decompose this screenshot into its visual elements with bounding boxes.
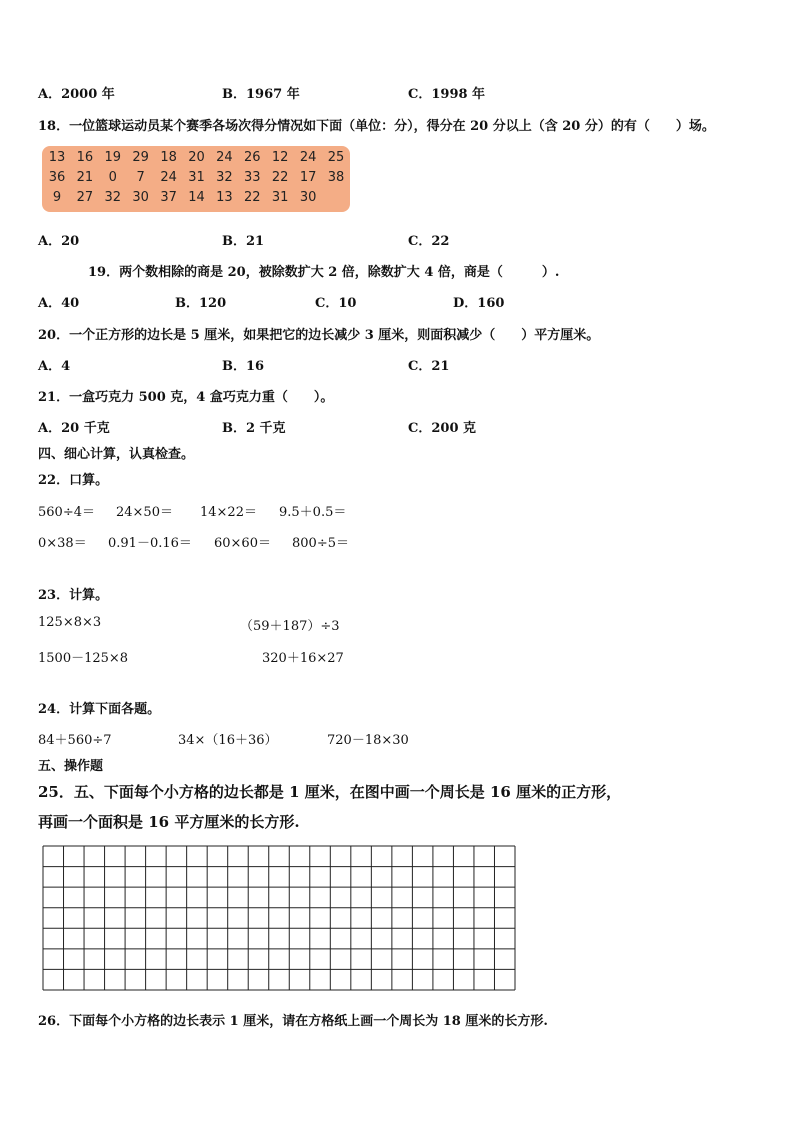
q23-item: 1500－125×8 [38,651,129,666]
score-cell: 17 [299,170,317,185]
q23-item: （59＋187）÷3 [240,619,340,634]
score-row-3 [42,188,350,208]
score-cell: 24 [299,150,317,165]
q19-option-a[interactable]: A．40 [38,296,80,311]
q20-option-c[interactable]: C．21 [408,359,450,374]
score-cell: 16 [76,150,94,165]
q23-item: 320＋16×27 [262,651,344,666]
q22-item: 0.91－0.16＝ [108,536,192,551]
q21-option-b[interactable]: B．2 千克 [222,421,286,436]
q18-option-b[interactable]: B．21 [222,234,265,249]
q22-item: 24×50＝ [116,505,173,520]
q20-option-a[interactable]: A．4 [38,359,71,374]
score-cell: 36 [48,170,66,185]
score-cell: 13 [48,150,66,165]
score-cell: 29 [132,150,149,165]
q22-item: 9.5＋0.5＝ [279,505,347,520]
score-cell: 21 [76,170,94,185]
q19-option-c[interactable]: C．10 [315,296,357,311]
score-cell: 32 [216,170,233,185]
score-cell: 12 [271,150,289,165]
score-cell: 27 [76,190,94,205]
score-cell: 9 [52,190,62,205]
score-cell: 19 [104,150,122,165]
q18-option-a[interactable]: A．20 [38,234,80,249]
q21-question: 21．一盒巧克力 500 克，4 盒巧克力重（ ）。 [38,390,334,405]
q20-question: 20．一个正方形的边长是 5 厘米，如果把它的边长减少 3 厘米，则面积减少（ ）平方厘米。 [38,328,600,343]
q24-item: 84＋560÷7 [38,733,112,748]
q22-item: 560÷4＝ [38,505,95,520]
score-cell: 20 [188,150,205,165]
q22-item: 0×38＝ [38,536,87,551]
score-row-2 [42,168,350,188]
square-grid-paper[interactable] [42,845,516,991]
q22-item: 60×60＝ [214,536,271,551]
q19-option-b[interactable]: B．120 [175,296,227,311]
section-five-heading: 五、操作题 [38,759,104,774]
score-cell: 14 [188,190,205,205]
q18-option-c[interactable]: C．22 [408,234,450,249]
score-cell: 31 [188,170,205,185]
q24-item: 720－18×30 [327,733,409,748]
score-cell: 30 [299,190,317,205]
score-cell: 18 [160,150,177,165]
score-cell: 31 [271,190,289,205]
q21-option-a[interactable]: A．20 千克 [38,421,110,436]
q25-question-line2: 再画一个面积是 16 平方厘米的长方形. [38,813,300,831]
q19-question: 19．两个数相除的商是 20，被除数扩大 2 倍，除数扩大 4 倍，商是（ ）. [88,265,560,280]
q26-question: 26．下面每个小方格的边长表示 1 厘米，请在方格纸上画一个周长为 18 厘米的长方形. [38,1014,548,1029]
score-cell: 30 [132,190,149,205]
score-cell: 37 [160,190,177,205]
q25-question-line1: 25．五、下面每个小方格的边长都是 1 厘米，在图中画一个周长是 16 厘米的正方形， [38,783,622,801]
q18-question: 18．一位篮球运动员某个赛季各场次得分情况如下面（单位：分），得分在 20 分以上（含 20 分）的有（ ）场。 [38,119,715,134]
score-row-1 [42,148,350,168]
q24-question: 24．计算下面各题。 [38,702,161,717]
q17-option-b[interactable]: B．1967 年 [222,87,300,102]
q17-option-c[interactable]: C．1998 年 [408,87,486,102]
q23-question: 23．计算。 [38,588,109,603]
q19-option-d[interactable]: D．160 [453,296,505,311]
q24-item: 34×（16＋36） [178,733,278,748]
score-cell: 33 [244,170,261,185]
score-table [42,146,350,212]
score-cell: 38 [327,170,345,185]
score-cell: 24 [160,170,177,185]
score-cell: 26 [244,150,261,165]
score-cell: 0 [108,170,117,185]
score-cell: 24 [216,150,233,165]
q22-item: 14×22＝ [200,505,257,520]
score-cell: 7 [136,170,145,185]
score-cell: 25 [327,150,345,165]
q23-item: 125×8×3 [38,615,102,630]
score-cell: 22 [244,190,261,205]
score-cell: 22 [271,170,289,185]
q17-option-a[interactable]: A．2000 年 [38,87,115,102]
q20-option-b[interactable]: B．16 [222,359,265,374]
score-cell: 32 [104,190,122,205]
section-four-heading: 四、细心计算，认真检查。 [38,447,195,462]
q22-item: 800÷5＝ [292,536,349,551]
q21-option-c[interactable]: C．200 克 [408,421,477,436]
score-cell: 13 [216,190,233,205]
q22-question: 22．口算。 [38,473,109,488]
